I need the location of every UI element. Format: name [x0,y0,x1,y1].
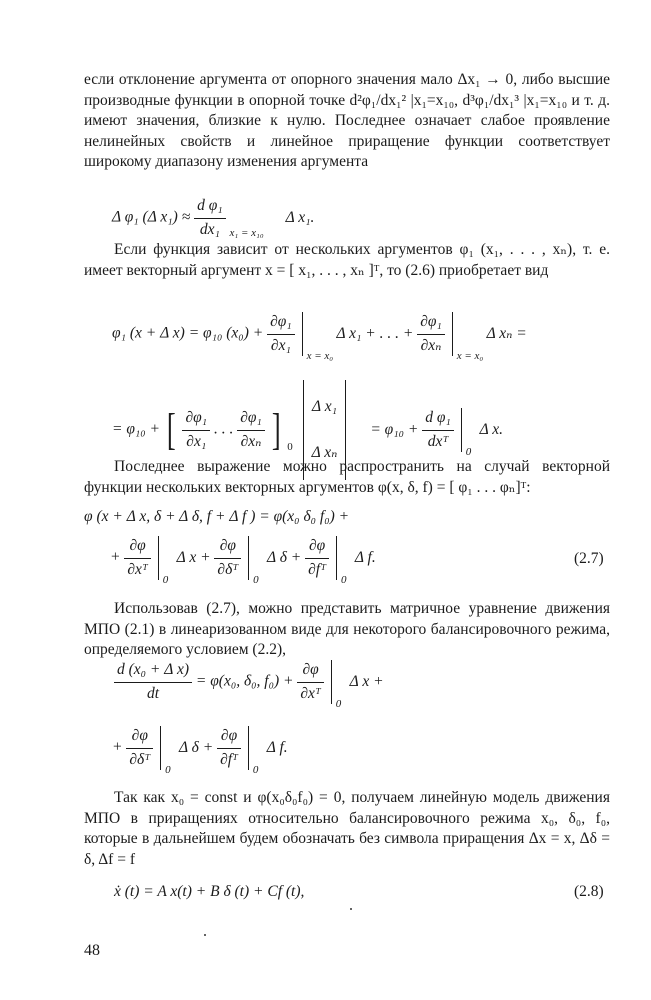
equation-2-7-line-2 [110,536,376,586]
eq2b-evaluation-bar [461,408,472,458]
paragraph-4: Использовав (2.7), можно представить матричное уравнение движения МПО (2.1) в линеаризованном виде для некоторого балансировочного режима, определяемого условием (2.2), [84,600,610,658]
eq2b-numerator-1: ∂φ₁ [182,408,210,431]
eq2a-evaluation-bar-1 [302,312,334,362]
eq4b-denominator-2: ∂fᵀ [220,750,239,768]
equation-2-7-line-1: φ (x + Δ x, δ + Δ δ, f + Δ f ) = φ(x₀ δ₀ f₀) + [84,508,350,525]
equation-vector-expansion-line-1 [112,312,527,362]
eq2a-numerator-1: ∂φ₁ [267,312,295,335]
scan-speck [350,908,352,910]
eq4a-fraction-1 [297,660,324,704]
eq4a-denominator-1: ∂xᵀ [300,684,321,702]
eq4b-bar-2 [248,726,259,776]
eq4b-term-2: Δ f. [266,738,288,756]
eq3b-bar-1 [158,536,169,586]
eq4a-numerator-1: ∂φ [297,660,324,683]
eq2a-rhs: Δ xₙ = [486,324,527,342]
eq2b-subscript-zero: 0 [287,440,293,453]
eq4a-denominator: dt [146,684,160,702]
eq2b-right-bracket: ] [271,405,281,454]
eq3b-term-1: Δ x + [176,548,211,566]
eq2b-numerator-3: d φ₁ [422,408,454,431]
paragraph-2: Если функция зависит от нескольких аргументов φ₁ (x₁, . . . , xₙ), т. е. имеет векторный аргумент x = [ x₁, . . . , xₙ ]ᵀ, то (2.6) приобретает вид [84,241,610,279]
eq3b-term-2: Δ δ + [267,548,302,566]
eq3b-denominator-1: ∂xᵀ [127,560,148,578]
eq2b-lhs: = φ₁₀ + [112,420,161,438]
eq3b-denominator-3: ∂fᵀ [308,560,327,578]
eq2b-left-bracket: [ [166,405,176,454]
eq1-numerator: d φ₁ [194,196,226,219]
eq2b-eval-point: 0 [465,445,472,458]
eq3b-term-3: Δ f. [354,548,376,566]
eq3b-sub-3: 0 [340,573,347,586]
eq1-rhs: Δ x₁. [285,208,315,226]
equation-linear-increment [112,196,314,240]
eq2b-fraction-1 [182,408,210,452]
eq2a-lhs: φ₁ (x + Δ x) = φ₁₀ (x₀) + [112,324,264,342]
eq3b-bar-3 [336,536,347,586]
eq3b-sub-2: 0 [253,573,259,586]
eq2b-numerator-2: ∂φ₁ [237,408,265,431]
eq4b-denominator-1: ∂δᵀ [129,750,151,768]
eq1-evaluation-point: x₁ = x₁₀ [229,226,264,239]
eq1-fraction [194,196,226,240]
eq2b-vector-bottom: Δ xₙ [311,444,338,461]
eq2b-fraction-3 [422,408,454,452]
eq4a-numerator: d (x₀ + Δ x) [114,660,192,683]
eq2b-equals: = φ₁₀ + [370,420,419,438]
equation-number-2-7: (2.7) [574,550,604,567]
paragraph-3: Последнее выражение можно распространить на случай векторной функции нескольких векторных аргументов φ(x, δ, f) = [ φ₁ . . . φₙ]ᵀ: [84,458,610,496]
equation-2-8: ẋ (t) = A x(t) + B δ (t) + Cf (t), [114,883,305,900]
eq3b-numerator-2: ∂φ [214,536,241,559]
eq3b-numerator-3: ∂φ [305,536,329,559]
eq4b-numerator-2: ∂φ [217,726,241,749]
eq4a-middle: = φ(x₀, δ₀, f₀) + [195,672,294,690]
eq1-denominator: dx₁ [199,220,220,238]
eq2b-dots: . . . [213,420,234,438]
eq4b-sub-2: 0 [252,763,259,776]
eq4b-sub-1: 0 [165,763,171,776]
eq2a-eval-point-1: x = x₀ [306,349,334,362]
equation-linearized-line-1 [114,660,384,710]
equation-linearized-line-2 [112,726,288,776]
eq2b-denominator-1: ∂x₁ [186,432,207,450]
eq2a-denominator-1: ∂x₁ [270,336,291,354]
eq2a-denominator-2: ∂xₙ [420,336,442,354]
eq2a-evaluation-bar-2 [452,312,484,362]
eq3b-bar-2 [248,536,259,586]
eq4a-bar [331,660,342,710]
equation-number-2-8: (2.8) [574,883,604,900]
eq3b-sub-1: 0 [162,573,169,586]
eq4a-sub: 0 [335,697,342,710]
scan-speck [204,934,206,936]
eq4b-bar-1 [160,726,171,776]
eq2b-vector-top: Δ x₁ [312,398,337,415]
eq4b-term-1: Δ δ + [178,738,214,756]
eq4a-rhs: Δ x + [349,672,384,690]
eq2a-eval-point-2: x = x₀ [456,349,484,362]
eq2a-numerator-2: ∂φ₁ [417,312,445,335]
eq3b-fraction-1 [124,536,151,580]
eq2a-fraction-2 [417,312,445,356]
eq4b-numerator-1: ∂φ [126,726,153,749]
eq4b-fraction-1 [126,726,153,770]
eq2a-middle: Δ x₁ + . . . + [336,324,414,342]
eq3b-denominator-2: ∂δᵀ [217,560,239,578]
eq4b-fraction-2 [217,726,241,770]
paragraph-1: если отклонение аргумента от опорного значения мало Δx₁ → 0, либо высшие производные функции в опорной точке d²φ₁/dx₁² |x₁=x₁₀, d³φ₁/dx₁³ |x₁=x₁₀ и т. д. имеют значения, близкие к нулю. Последнее означает слабое проявление нелинейных свойств и линейное приращение функции соответствует широкому диапазону изменения аргумента [84,71,610,170]
eq3b-fraction-2 [214,536,241,580]
eq2b-denominator-3: dxᵀ [427,432,449,450]
eq2a-fraction-1 [267,312,295,356]
eq3b-numerator-1: ∂φ [124,536,151,559]
eq3b-plus: + [110,548,121,566]
eq4b-plus: + [112,738,123,756]
eq2b-fraction-2 [237,408,265,452]
eq1-lhs: Δ φ₁ (Δ x₁) ≈ [112,208,191,226]
eq2b-rhs: Δ x. [479,420,504,438]
page-number: 48 [84,942,100,959]
eq2b-denominator-2: ∂xₙ [240,432,262,450]
eq3b-fraction-3 [305,536,329,580]
paragraph-5: Так как x₀ = const и φ(x₀δ₀f₀) = 0, получаем линейную модель движения МПО в приращениях относительно балансировочного режима x₀, δ₀, f₀, которые в дальнейшем будем обозначать без символа приращения Δx = x, Δδ = δ, Δf = f [84,789,610,868]
eq4a-fraction-main [114,660,192,704]
